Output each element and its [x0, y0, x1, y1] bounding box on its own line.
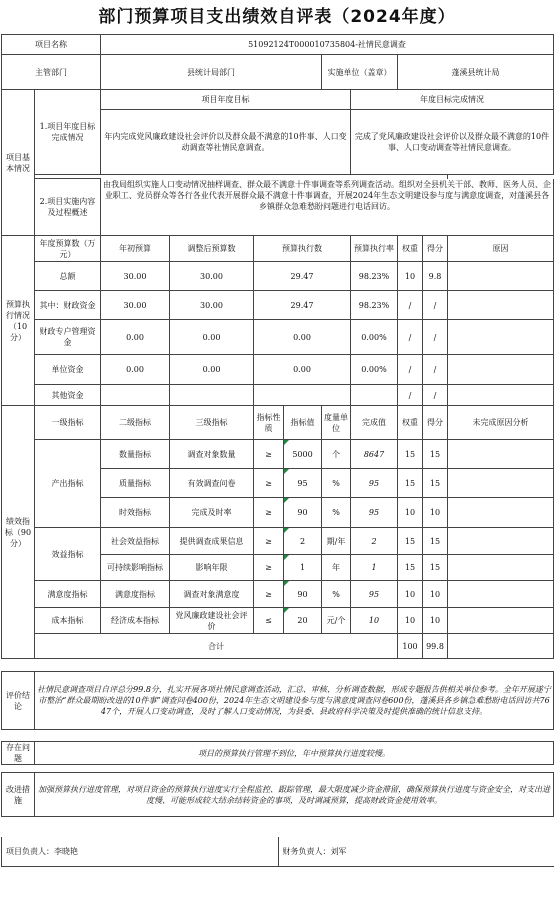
- indicators-section-label: 绩效指标（90分）: [2, 406, 35, 659]
- budget-header: 调整后预算数: [170, 236, 254, 262]
- total-row: [2, 634, 554, 659]
- dept-label: 主管部门: [2, 55, 101, 90]
- project-name-value: 51092124T000010735804-社情民意调查: [101, 35, 554, 55]
- indicator-header: 三级指标: [170, 406, 254, 440]
- indicator-header: 权重: [398, 406, 423, 440]
- indicator-row: 质量指标 有效调查问卷 ≥ 95 % 95 15 15: [2, 469, 554, 498]
- budget-header: 年度预算数（万元）: [35, 236, 101, 262]
- completion-text: 完成了党风廉政建设社会评价以及群众最不满意的10件事、人口变动调查等社情民意调查。: [351, 110, 554, 175]
- level1-benefit: 效益指标: [35, 528, 101, 581]
- project-lead: 项目负责人：李晓艳: [6, 846, 78, 856]
- signature-row: [1, 837, 554, 867]
- budget-header: 得分: [423, 236, 448, 262]
- budget-section-label: 预算执行情况（10分）: [2, 236, 35, 406]
- budget-row: 单位资金 0.00 0.00 0.00 0.00% / /: [2, 355, 554, 385]
- indicator-row: 成本指标 经济成本指标 党风廉政建设社会评价 ≤ 20 元/个 10 10 10: [2, 608, 554, 634]
- evaluation-label: 评价结论: [2, 672, 35, 730]
- level1-cost: 成本指标: [35, 608, 101, 634]
- indicator-header: 得分: [423, 406, 448, 440]
- budget-header: 原因: [448, 236, 554, 262]
- indicator-header: 未完成原因分析: [448, 406, 554, 440]
- page-title: 部门预算项目支出绩效自评表（2024年度）: [98, 7, 456, 27]
- budget-row: 总额 30.00 30.00 29.47 98.23% 10 9.8: [2, 262, 554, 291]
- indicator-header: 指标性质: [254, 406, 284, 440]
- impl-label: 2.项目实施内容及过程概述: [35, 179, 101, 236]
- improvement-text: 加强预算执行进度管理，对项目资金的预算执行进度实行全程监控、跟踪管理，最大限度减少资金滞留，确保预算执行进度与资金安全，对支出进度慢、可能形成较大结余结转资金的事项，及时调减预算，提高财政资金使用效率。: [35, 773, 554, 817]
- indicator-row: 时效指标 完成及时率 ≥ 90 % 95 10 10: [2, 498, 554, 528]
- self-evaluation-table: [1, 34, 554, 837]
- budget-header: 预算执行率: [351, 236, 398, 262]
- budget-header: 权重: [398, 236, 423, 262]
- problems-text: 项目的预算执行管理不到位，年中预算执行进度较慢。: [35, 742, 554, 765]
- budget-header: 年初预算: [101, 236, 170, 262]
- level1-satisfaction: 满意度指标: [35, 581, 101, 608]
- improvement-label: 改进措施: [2, 773, 35, 817]
- completion-header: 年度目标完成情况: [351, 90, 554, 110]
- indicator-row: 可持续影响指标 影响年限 ≥ 1 年 1 15 15: [2, 555, 554, 581]
- total-score: 99.8: [423, 634, 448, 659]
- budget-row: 其中：财政资金 30.00 30.00 29.47 98.23% / /: [2, 291, 554, 320]
- total-weight: 100: [398, 634, 423, 659]
- budget-row: 其他资金 / /: [2, 385, 554, 406]
- indicator-header: 完成值: [351, 406, 398, 440]
- impl-text: 由我局组织实施人口变动情况抽样调查、群众最不满意十件事调查等系列调查活动。组织对全县机关干部、教师、医务人员、企业职工、党员群众等各行各业代表开展群众最不满意十件事调查，开展2024年生态文明建设参与度与满意度调查，对蓬溪县各乡镇群众急难愁盼问题进行电话回访。: [101, 179, 554, 236]
- problems-label: 存在问题: [2, 742, 35, 765]
- indicator-row: 满意度指标 满意度指标 调查对象满意度 ≥ 90 % 95 10 10: [2, 581, 554, 608]
- indicator-header: 一级指标: [35, 406, 101, 440]
- evaluation-text: 社情民意调查项目自评总分99.8分，扎实开展各项社情民意调查活动，汇总、审核、分析调查数据，形成专题报告供相关单位参考。全年开展遂宁市整治“群众最期盼改进的10件事”调查问卷400份，2024年生态文明建设参与度与满意度调查问卷600份，蓬溪县各乡镇急难愁盼电话回访共7647个，开展人口变动调查，及时了解人口变动情况，为县委、县政府科学决策及时提供准确的统计信息支持。: [35, 672, 554, 730]
- unit-label: 实施单位（盖章）: [322, 55, 398, 90]
- budget-row: 财政专户管理资金 0.00 0.00 0.00 0.00% / /: [2, 320, 554, 355]
- unit-value: 蓬溪县统计局: [398, 55, 554, 90]
- budget-header: 预算执行数: [254, 236, 351, 262]
- project-name-label: 项目名称: [2, 35, 101, 55]
- indicator-row: 效益指标 社会效益指标 提供调查成果信息 ≥ 2 期/年 2 15 15: [2, 528, 554, 555]
- indicator-header: 二级指标: [101, 406, 170, 440]
- goal-label: 1.项目年度目标完成情况: [35, 90, 101, 175]
- finance-lead: 财务负责人：刘军: [278, 837, 554, 866]
- dept-value: 县统计局部门: [101, 55, 322, 90]
- indicator-header: 指标值: [284, 406, 322, 440]
- indicator-header: 度量单位: [322, 406, 351, 440]
- indicator-row: 产出指标 数量指标 调查对象数量 ≥ 5000 个 8647 15 15: [2, 440, 554, 469]
- basic-section-label: 项目基本情况: [2, 90, 35, 236]
- goal-header: 项目年度目标: [101, 90, 351, 110]
- level1-output: 产出指标: [35, 440, 101, 528]
- goal-text: 年内完成党风廉政建设社会评价以及群众最不满意的10件事、人口变动调查等社情民意调查。: [101, 110, 351, 175]
- total-label: 合计: [35, 634, 398, 659]
